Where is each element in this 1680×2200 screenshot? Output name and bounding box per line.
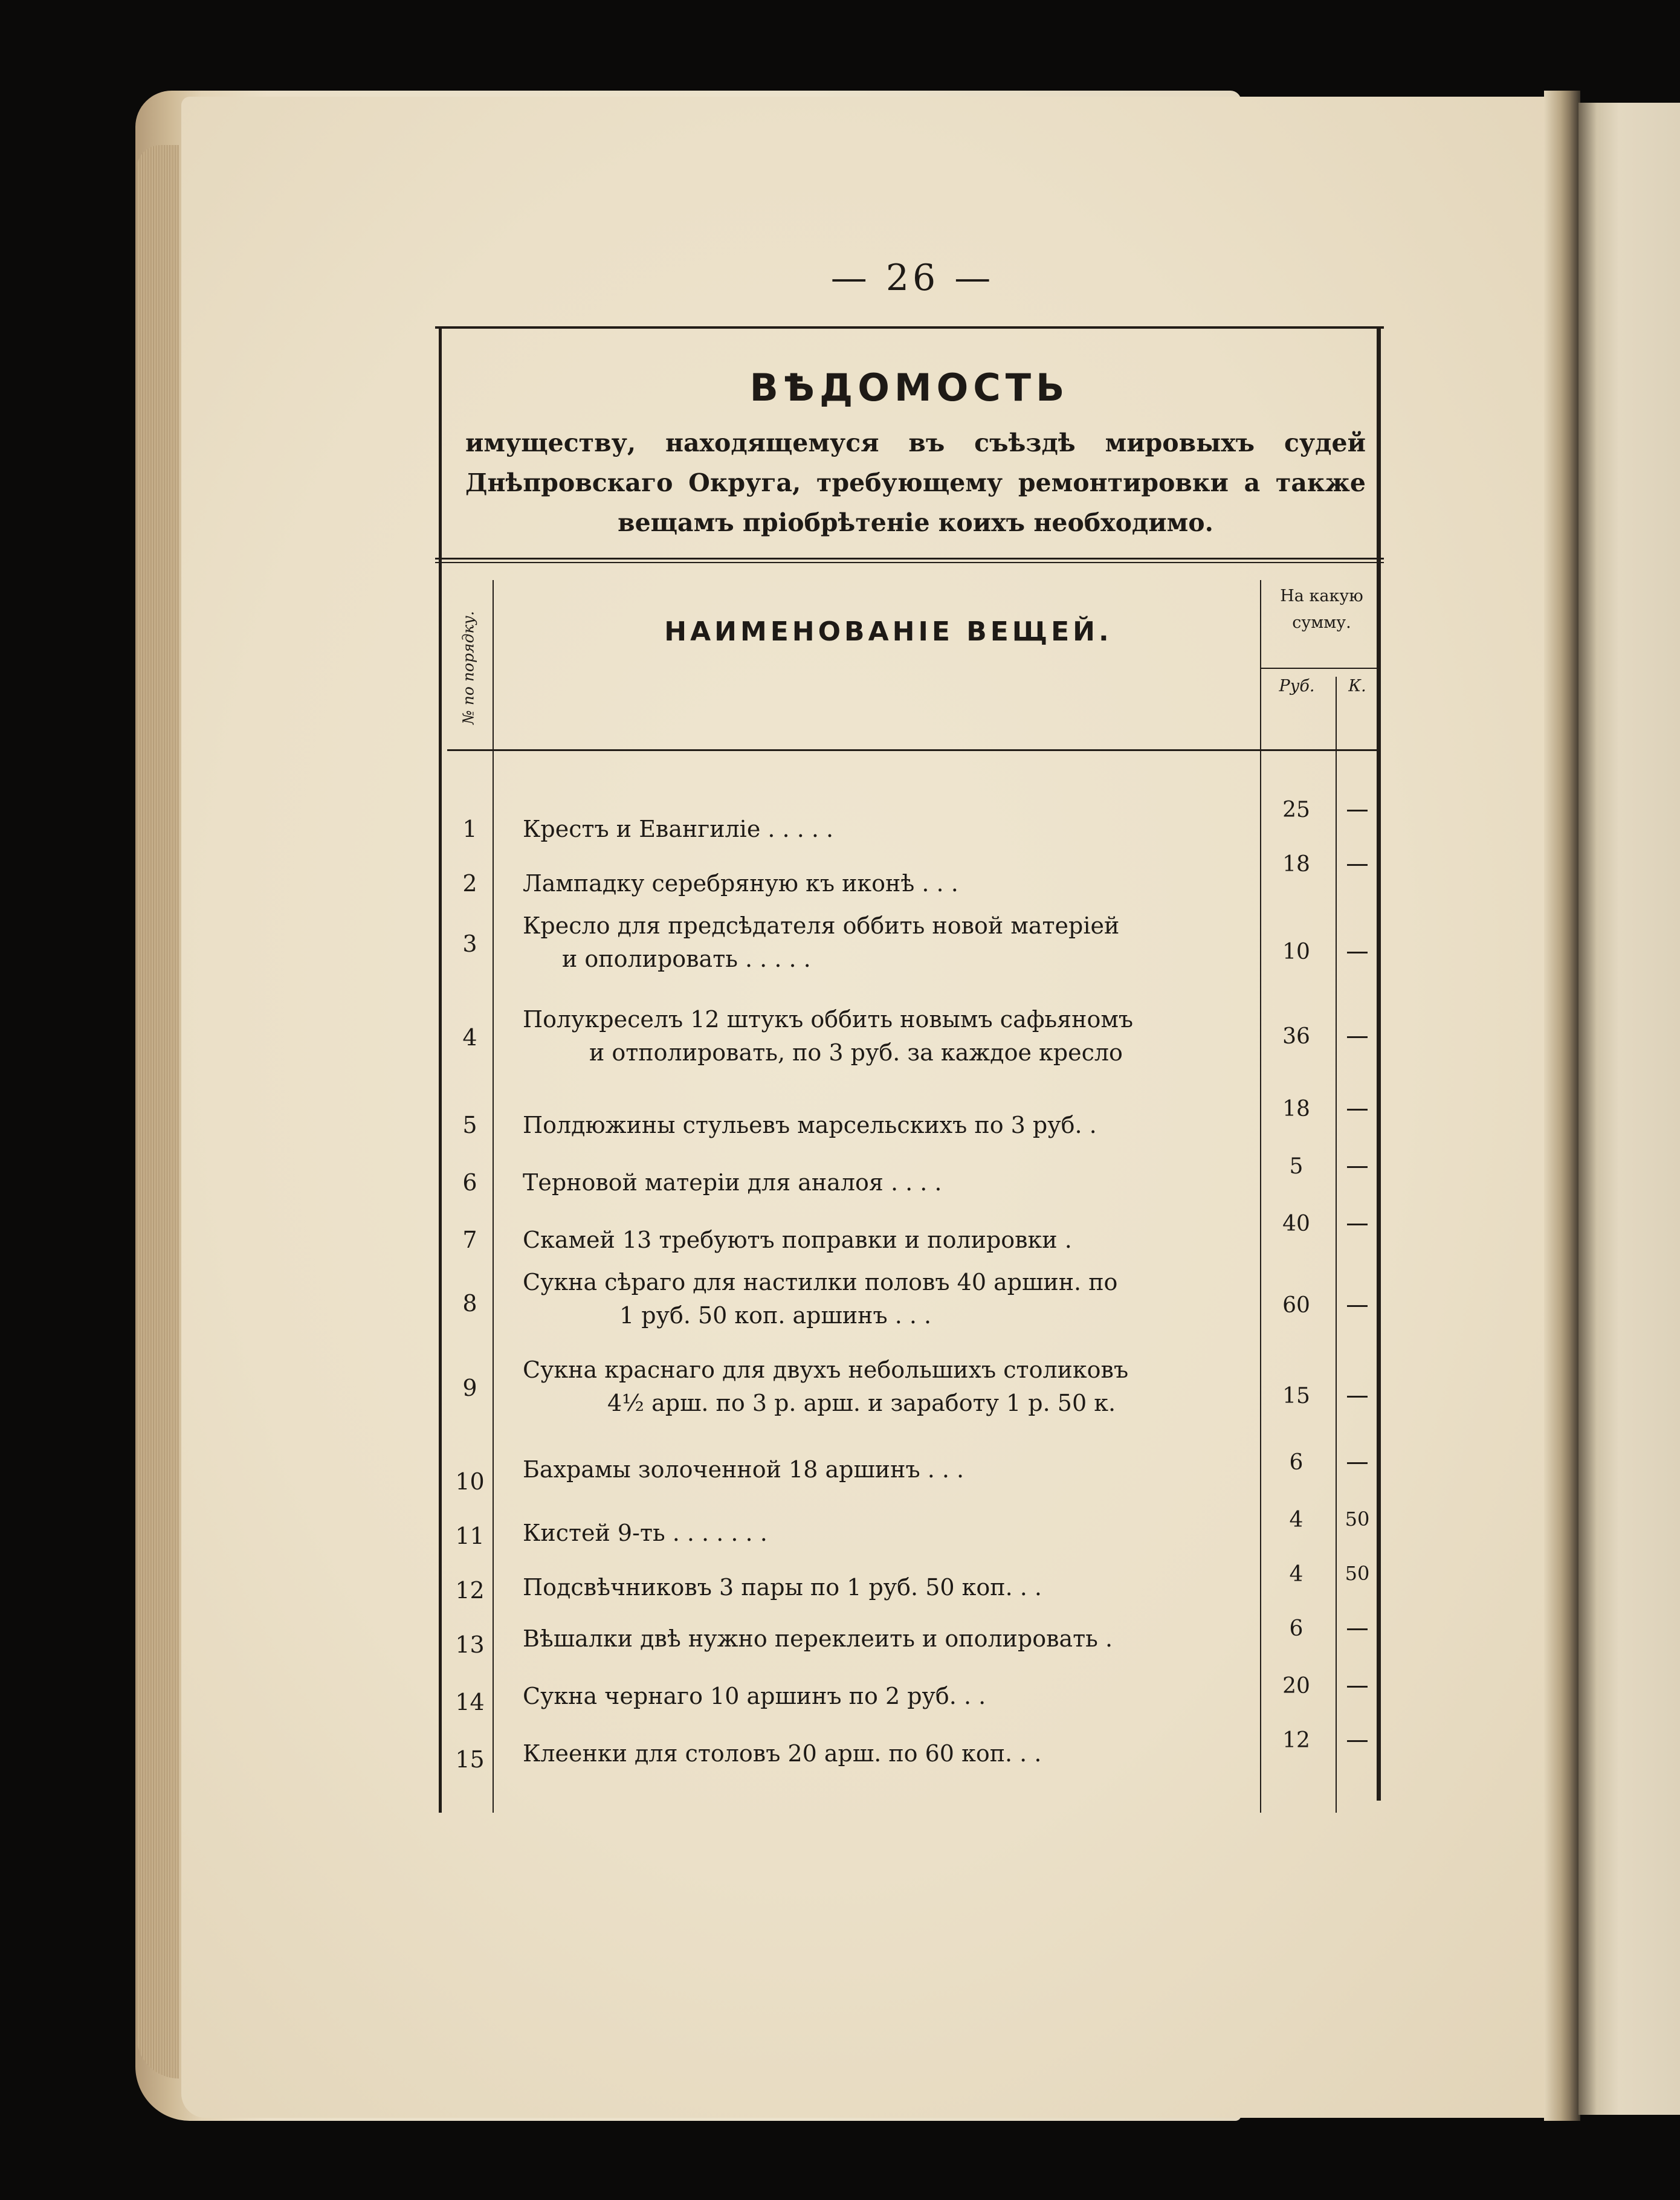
- row-kop-dash: [1337, 1211, 1377, 1234]
- row-rub: 6: [1289, 1450, 1304, 1475]
- row-number: 2: [462, 870, 477, 897]
- row-rub: 12: [1282, 1728, 1310, 1753]
- column-header-sum: На какую сумму.: [1280, 587, 1363, 632]
- row-item: Скамей 13 требуютъ поправки и полировки .: [523, 1227, 1072, 1253]
- row-number: 12: [455, 1577, 485, 1604]
- row-item: Сукна сѣраго для настилки половъ 40 аршин. по: [523, 1269, 1118, 1295]
- frame-right-rule: [1377, 326, 1381, 1801]
- row-kop-dash: [1337, 940, 1377, 963]
- row-rub: 10: [1282, 940, 1310, 964]
- header-separator-rule-2: [435, 562, 1384, 563]
- row-kop-dash: [1337, 1154, 1377, 1177]
- page-edges: [137, 145, 179, 2079]
- row-number: 15: [455, 1746, 485, 1773]
- row-item-continuation: 4½ арш. по 3 р. арш. и заработу 1 р. 50 к.: [607, 1390, 1116, 1416]
- row-number: 13: [455, 1631, 485, 1658]
- row-item: Терновой матеріи для аналоя . . . .: [523, 1169, 942, 1196]
- row-kop-dash: [1337, 1616, 1377, 1639]
- row-kop-dash: [1337, 1450, 1377, 1473]
- row-number: 11: [455, 1523, 485, 1549]
- row-item-continuation: и ополировать . . . . .: [562, 946, 811, 972]
- row-item-continuation: и отполировать, по 3 руб. за каждое кресло: [589, 1039, 1123, 1066]
- header-separator-rule: [435, 558, 1384, 560]
- row-item: Крестъ и Евангиліе . . . . .: [523, 816, 834, 842]
- row-item: Полукреселъ 12 штукъ оббить новымъ сафьяномъ: [523, 1006, 1134, 1033]
- row-number: 9: [462, 1375, 477, 1401]
- sum-subheader-rule: [1261, 668, 1379, 669]
- row-rub: 60: [1282, 1293, 1310, 1318]
- row-rub: 4: [1289, 1562, 1304, 1587]
- row-number: 14: [455, 1689, 485, 1715]
- row-kop-dash: [1337, 798, 1377, 821]
- row-rub: 18: [1282, 852, 1310, 877]
- rub-column-rule: [1260, 580, 1261, 1813]
- column-header-number-label: № по порядку.: [459, 611, 477, 724]
- row-rub: 5: [1289, 1154, 1304, 1179]
- row-rub: 25: [1282, 798, 1310, 822]
- row-kop-dash: [1337, 1384, 1377, 1407]
- document-title: ВѢДОМОСТЬ: [749, 366, 1070, 410]
- num-column-rule: [493, 580, 494, 1813]
- row-rub: 36: [1282, 1024, 1310, 1049]
- row-number: 10: [455, 1468, 485, 1495]
- kop-column-rule: [1336, 677, 1337, 1813]
- row-kop-dash: [1337, 1728, 1377, 1751]
- row-number: 7: [462, 1227, 477, 1253]
- row-number: 4: [462, 1024, 477, 1051]
- row-item: Лампадку серебряную къ иконѣ . . .: [523, 870, 958, 897]
- page-number: — 26 —: [830, 257, 995, 299]
- row-rub: 18: [1282, 1097, 1310, 1121]
- row-item: Сукна краснаго для двухъ небольшихъ столиковъ: [523, 1356, 1129, 1383]
- column-header-name: НАИМЕНОВАНІЕ ВЕЩЕЙ.: [664, 616, 1113, 647]
- row-kop-dash: [1337, 1674, 1377, 1697]
- column-header-number: [447, 592, 489, 743]
- column-header-bottom-rule: [447, 749, 1381, 751]
- row-rub: 40: [1282, 1211, 1310, 1236]
- frame-top-rule: [435, 326, 1384, 329]
- row-item: Кресло для предсѣдателя оббить новой матеріей: [523, 912, 1120, 939]
- column-header-kop: К.: [1348, 677, 1366, 695]
- row-rub: 20: [1282, 1674, 1310, 1698]
- row-item-continuation: 1 руб. 50 коп. аршинъ . . .: [619, 1302, 932, 1329]
- row-item: Бахрамы золоченной 18 аршинъ . . .: [523, 1456, 964, 1483]
- frame-left-rule: [439, 326, 442, 1813]
- book-gutter: [1544, 91, 1580, 2121]
- row-kop-dash: [1337, 1293, 1377, 1316]
- inventory-statement: [435, 326, 1384, 1813]
- row-item: Кистей 9-ть . . . . . . .: [523, 1520, 767, 1546]
- row-kop-dash: [1337, 1097, 1377, 1120]
- row-number: 1: [462, 816, 477, 842]
- column-header-rub: Руб.: [1279, 677, 1315, 695]
- row-item: Подсвѣчниковъ 3 пары по 1 руб. 50 коп. . .: [523, 1574, 1042, 1601]
- document-subtitle: имуществу, находящемуся въ съѣздѣ мировыхъ судей Днѣпровскаго Округа, требующему ремонтировки а также вещамъ пріобрѣтеніе коихъ необходимо.: [465, 428, 1366, 537]
- row-kop: 50: [1345, 1508, 1370, 1531]
- row-item: Вѣшалки двѣ нужно переклеить и ополировать .: [523, 1625, 1113, 1652]
- facing-page: [1578, 103, 1680, 2115]
- row-kop: 50: [1345, 1562, 1370, 1585]
- row-kop-dash: [1337, 1024, 1377, 1047]
- row-rub: 15: [1282, 1384, 1310, 1408]
- row-item: Сукна чернаго 10 аршинъ по 2 руб. . .: [523, 1683, 986, 1709]
- row-rub: 4: [1289, 1508, 1304, 1532]
- row-item: Клеенки для столовъ 20 арш. по 60 коп. . .: [523, 1740, 1042, 1767]
- row-number: 5: [462, 1112, 477, 1138]
- row-number: 6: [462, 1169, 477, 1196]
- row-kop-dash: [1337, 852, 1377, 875]
- row-rub: 6: [1289, 1616, 1304, 1641]
- row-number: 3: [462, 931, 477, 957]
- row-item: Полдюжины стульевъ марсельскихъ по 3 руб. .: [523, 1112, 1097, 1138]
- row-number: 8: [462, 1290, 477, 1317]
